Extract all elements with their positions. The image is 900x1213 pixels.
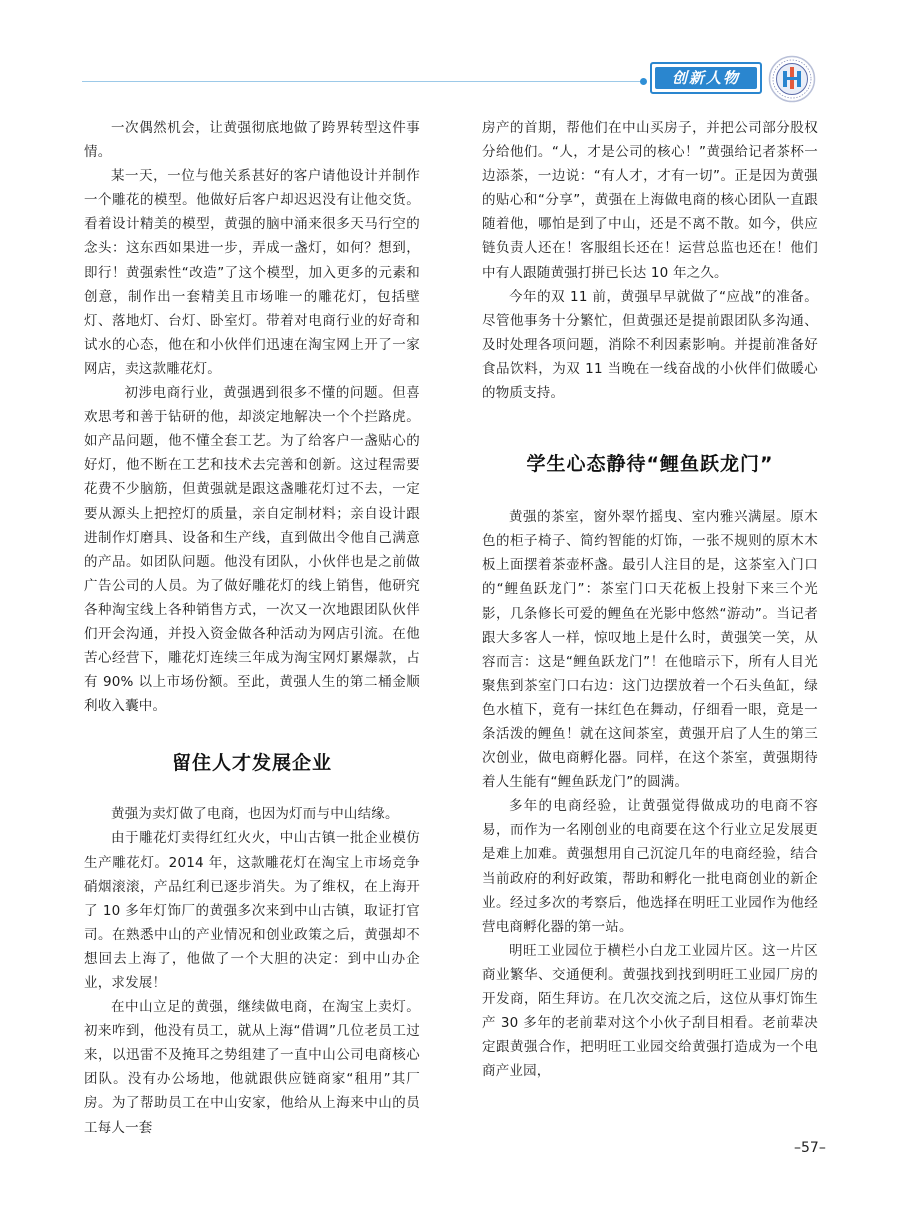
left-column bbox=[84, 116, 420, 1140]
section-heading: 留住人才发展企业 bbox=[171, 752, 332, 775]
header-rule bbox=[82, 81, 644, 82]
magazine-logo-icon bbox=[768, 55, 816, 103]
section-tag bbox=[650, 62, 762, 94]
right-column bbox=[482, 116, 818, 1083]
page-number: –57– bbox=[794, 1140, 826, 1156]
section-heading: 学生心态静待“鲤鱼跃龙门” bbox=[526, 453, 774, 476]
paragraph: 黄强为卖灯做了电商，也因为灯而与中山结缘。 bbox=[111, 806, 399, 823]
paragraph: 今年的双 11 前，黄强早早就做了“应战”的准备。尽管他事务十分繁忙，但黄强还是提前跟团队多沟通、及时处理各项问题，消除不利因素影响。并提前准备好食品饮料，为双 11 当晚在一线奋战的小伙伴们做暖心的物质支持。 bbox=[482, 288, 818, 402]
paragraph: 一次偶然机会，让黄强彻底地做了跨界转型这件事情。 bbox=[84, 120, 420, 161]
paragraph: 初涉电商行业，黄强遇到很多不懂的问题。但喜欢思考和善于钻研的他，却淡定地解决一个个拦路虎。如产品问题，他不懂全套工艺。为了给客户一盏贴心的好灯，他不断在工艺和技术去完善和创新。这过程需要花费不少脑筋，但黄强就是跟这盏雕花灯过不去，一定要从源头上把控灯的质量，亲自定制材料；亲自设计跟进制作灯磨具、设备和生产线，直到做出令他自己满意的产品。如团队问题。他没有团队，小伙伴也是之前做广告公司的人员。为了做好雕花灯的线上销售，他研究各种淘宝线上各种销售方式，一次又一次地跟团队伙伴们开会沟通，并投入资金做各种活动为网店引流。在他苦心经营下，雕花灯连续三年成为淘宝网灯累爆款，占有 90% 以上市场份额。至此，黄强人生的第二桶金顺利收入囊中。 bbox=[84, 385, 420, 715]
paragraph: 某一天，一位与他关系甚好的客户请他设计并制作一个雕花的模型。他做好后客户却迟迟没有让他交货。看着设计精美的模型，黄强的脑中涌来很多天马行空的念头：这东西如果进一步，弄成一盏灯，如何？想到，即行！黄强索性“改造”了这个模型，加入更多的元素和创意，制作出一套精美且市场唯一的雕花灯，包括壁灯、落地灯、台灯、卧室灯。带着对电商行业的好奇和试水的心态，他在和小伙伴们迅速在淘宝网上开了一家网店，卖这款雕花灯。 bbox=[84, 168, 420, 377]
section-tag-label: 创新人物 bbox=[655, 67, 757, 89]
paragraph-continued: 房产的首期，帮他们在中山买房子，并把公司部分股权分给他们。“人，才是公司的核心！”黄强给记者茶杯一边添茶，一边说：“有人才，才有一切”。正是因为黄强的贴心和“分享”，黄强在上海做电商的核心团队一直跟随着他，哪怕是到了中山，还是不离不散。如今，供应链负责人还在！客服组长还在！运营总监也还在！他们中有人跟随黄强打拼已长达 10 年之久。 bbox=[482, 120, 818, 281]
paragraph: 在中山立足的黄强，继续做电商，在淘宝上卖灯。初来咋到，他没有员工，就从上海“借调”几位老员工过来，以迅雷不及掩耳之势组建了一直中山公司电商核心团队。没有办公场地，他就跟供应链商家“租用”其厂房。为了帮助员工在中山安家，他给从上海来中山的员工每人一套 bbox=[84, 999, 420, 1136]
header-rule-dot bbox=[640, 78, 647, 85]
paragraph: 多年的电商经验，让黄强觉得做成功的电商不容易，而作为一名刚创业的电商要在这个行业立足发展更是难上加难。黄强想用自己沉淀几年的电商经验，结合当前政府的利好政策，帮助和孵化一批电商创业的新企业。经过多次的考察后，他选择在明旺工业园作为他经营电商孵化器的第一站。 bbox=[482, 798, 818, 935]
paragraph: 黄强的茶室，窗外翠竹摇曳、室内雅兴满屋。原木色的柜子椅子、简约智能的灯饰，一张不规则的原木木板上面摆着茶壶杯盏。最引人注目的是，这茶室入门口的“鲤鱼跃龙门”：茶室门口天花板上投射下来三个光影，几条修长可爱的鲤鱼在光影中悠然“游动”。当记者跟大多客人一样，惊叹地上是什么时，黄强笑一笑，从容而言：这是“鲤鱼跃龙门”！在他暗示下，所有人目光聚焦到茶室门口右边：这门边摆放着一个石头鱼缸，绿色水植下，竟有一抹红色在舞动，仔细看一眼，竟是一条活泼的鲤鱼！就在这间茶室，黄强开启了人生的第三次创业，做电商孵化器。同样，在这个茶室，黄强期待着人生能有“鲤鱼跃龙门”的圆满。 bbox=[482, 509, 818, 791]
paragraph: 明旺工业园位于横栏小白龙工业园片区。这一片区商业繁华、交通便利。黄强找到找到明旺工业园厂房的开发商，陌生拜访。在几次交流之后，这位从事灯饰生产 30 多年的老前辈对这个小伙子刮目相看。老前辈决定跟黄强合作，把明旺工业园交给黄强打造成为一个电商产业园， bbox=[482, 942, 818, 1080]
paragraph: 由于雕花灯卖得红红火火，中山古镇一批企业模仿生产雕花灯。2014 年，这款雕花灯在淘宝上市场竞争硝烟滚滚，产品红利已逐步消失。为了维权，在上海开了 10 多年灯饰厂的黄强多次来到中山古镇，取证打官司。在熟悉中山的产业情况和创业政策之后，黄强却不想回去上海了，他做了一个大胆的决定：到中山办企业，求发展！ bbox=[84, 830, 420, 991]
